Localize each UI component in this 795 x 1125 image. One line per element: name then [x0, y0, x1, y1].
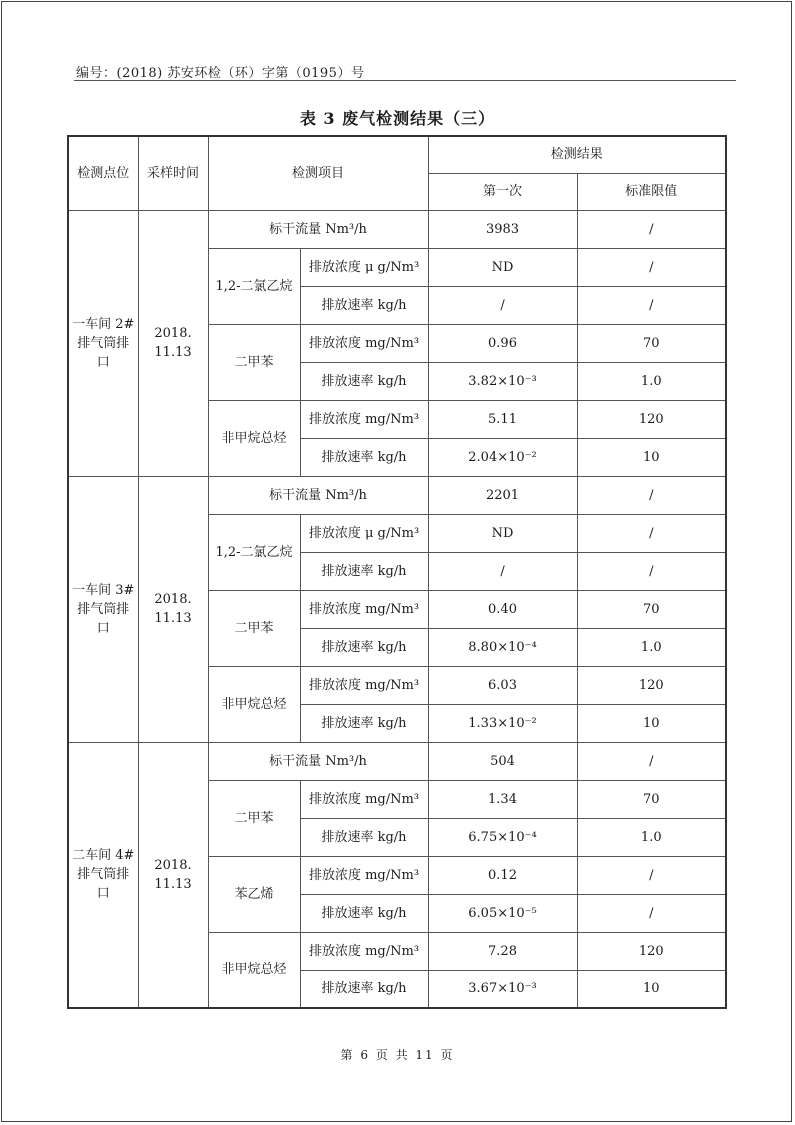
test-item: 排放浓度 mg/Nm³	[300, 780, 428, 818]
test-item: 排放浓度 mg/Nm³	[300, 324, 428, 362]
header-first: 第一次	[428, 173, 577, 210]
first-result: 3.67×10⁻³	[428, 970, 577, 1008]
standard-limit: 120	[577, 666, 726, 704]
first-result: /	[428, 552, 577, 590]
standard-limit: /	[577, 514, 726, 552]
first-result: 0.40	[428, 590, 577, 628]
first-result: ND	[428, 514, 577, 552]
header-point: 检测点位	[68, 136, 138, 210]
flow-label: 标干流量 Nm³/h	[208, 476, 428, 514]
pollutant-name: 二甲苯	[208, 590, 300, 666]
document-number: 编号：(2018) 苏安环检（环）字第（0195）号	[76, 66, 365, 81]
standard-limit: 120	[577, 932, 726, 970]
test-item: 排放浓度 mg/Nm³	[300, 590, 428, 628]
first-result: ND	[428, 248, 577, 286]
table-title: 表 3 废气检测结果（三）	[299, 109, 496, 128]
first-result: 1.33×10⁻²	[428, 704, 577, 742]
pollutant-name: 非甲烷总烃	[208, 932, 300, 1008]
first-result: 0.96	[428, 324, 577, 362]
standard-limit: 10	[577, 704, 726, 742]
first-result: 0.12	[428, 856, 577, 894]
standard-limit: /	[577, 210, 726, 248]
sampling-time: 2018. 11.13	[138, 742, 208, 1008]
test-item: 排放浓度 μ g/Nm³	[300, 514, 428, 552]
page-footer: 第 6 页 共 11 页	[340, 1048, 455, 1062]
test-item: 排放速率 kg/h	[300, 818, 428, 856]
table-row	[68, 742, 726, 780]
test-item: 排放浓度 mg/Nm³	[300, 666, 428, 704]
pollutant-name: 二甲苯	[208, 324, 300, 400]
test-item: 排放速率 kg/h	[300, 362, 428, 400]
test-item: 排放浓度 mg/Nm³	[300, 932, 428, 970]
first-result: 2201	[428, 476, 577, 514]
test-item: 排放速率 kg/h	[300, 286, 428, 324]
table-row	[68, 210, 726, 248]
flow-label: 标干流量 Nm³/h	[208, 210, 428, 248]
first-result: /	[428, 286, 577, 324]
standard-limit: 70	[577, 324, 726, 362]
standard-limit: 1.0	[577, 628, 726, 666]
test-item: 排放速率 kg/h	[300, 704, 428, 742]
test-item: 排放浓度 mg/Nm³	[300, 400, 428, 438]
pollutant-name: 1,2-二氯乙烷	[208, 514, 300, 590]
header-item: 检测项目	[208, 136, 428, 210]
header-results: 检测结果	[428, 136, 726, 173]
standard-limit: /	[577, 286, 726, 324]
first-result: 3983	[428, 210, 577, 248]
test-item: 排放速率 kg/h	[300, 438, 428, 476]
sampling-point: 一车间 3#排气筒排口	[68, 476, 138, 742]
standard-limit: /	[577, 856, 726, 894]
first-result: 3.82×10⁻³	[428, 362, 577, 400]
test-item: 排放浓度 μ g/Nm³	[300, 248, 428, 286]
test-item: 排放速率 kg/h	[300, 628, 428, 666]
standard-limit: 10	[577, 438, 726, 476]
first-result: 6.03	[428, 666, 577, 704]
standard-limit: 120	[577, 400, 726, 438]
results-table	[67, 135, 727, 1009]
test-item: 排放速率 kg/h	[300, 894, 428, 932]
standard-limit: /	[577, 552, 726, 590]
header-time: 采样时间	[138, 136, 208, 210]
header-rule	[74, 80, 736, 81]
test-item: 排放速率 kg/h	[300, 970, 428, 1008]
standard-limit: 1.0	[577, 362, 726, 400]
standard-limit: 70	[577, 780, 726, 818]
standard-limit: /	[577, 248, 726, 286]
first-result: 5.11	[428, 400, 577, 438]
pollutant-name: 二甲苯	[208, 780, 300, 856]
standard-limit: /	[577, 476, 726, 514]
flow-label: 标干流量 Nm³/h	[208, 742, 428, 780]
first-result: 2.04×10⁻²	[428, 438, 577, 476]
sampling-time: 2018. 11.13	[138, 476, 208, 742]
first-result: 7.28	[428, 932, 577, 970]
sampling-time: 2018. 11.13	[138, 210, 208, 476]
sampling-point: 二车间 4#排气筒排口	[68, 742, 138, 1008]
standard-limit: 1.0	[577, 818, 726, 856]
first-result: 1.34	[428, 780, 577, 818]
test-item: 排放速率 kg/h	[300, 552, 428, 590]
table-row	[68, 476, 726, 514]
sampling-point: 一车间 2#排气筒排口	[68, 210, 138, 476]
standard-limit: /	[577, 742, 726, 780]
first-result: 504	[428, 742, 577, 780]
header-limit: 标准限值	[577, 173, 726, 210]
standard-limit: /	[577, 894, 726, 932]
standard-limit: 10	[577, 970, 726, 1008]
pollutant-name: 非甲烷总烃	[208, 666, 300, 742]
test-item: 排放浓度 mg/Nm³	[300, 856, 428, 894]
pollutant-name: 苯乙烯	[208, 856, 300, 932]
first-result: 6.05×10⁻⁵	[428, 894, 577, 932]
pollutant-name: 非甲烷总烃	[208, 400, 300, 476]
pollutant-name: 1,2-二氯乙烷	[208, 248, 300, 324]
first-result: 8.80×10⁻⁴	[428, 628, 577, 666]
first-result: 6.75×10⁻⁴	[428, 818, 577, 856]
standard-limit: 70	[577, 590, 726, 628]
